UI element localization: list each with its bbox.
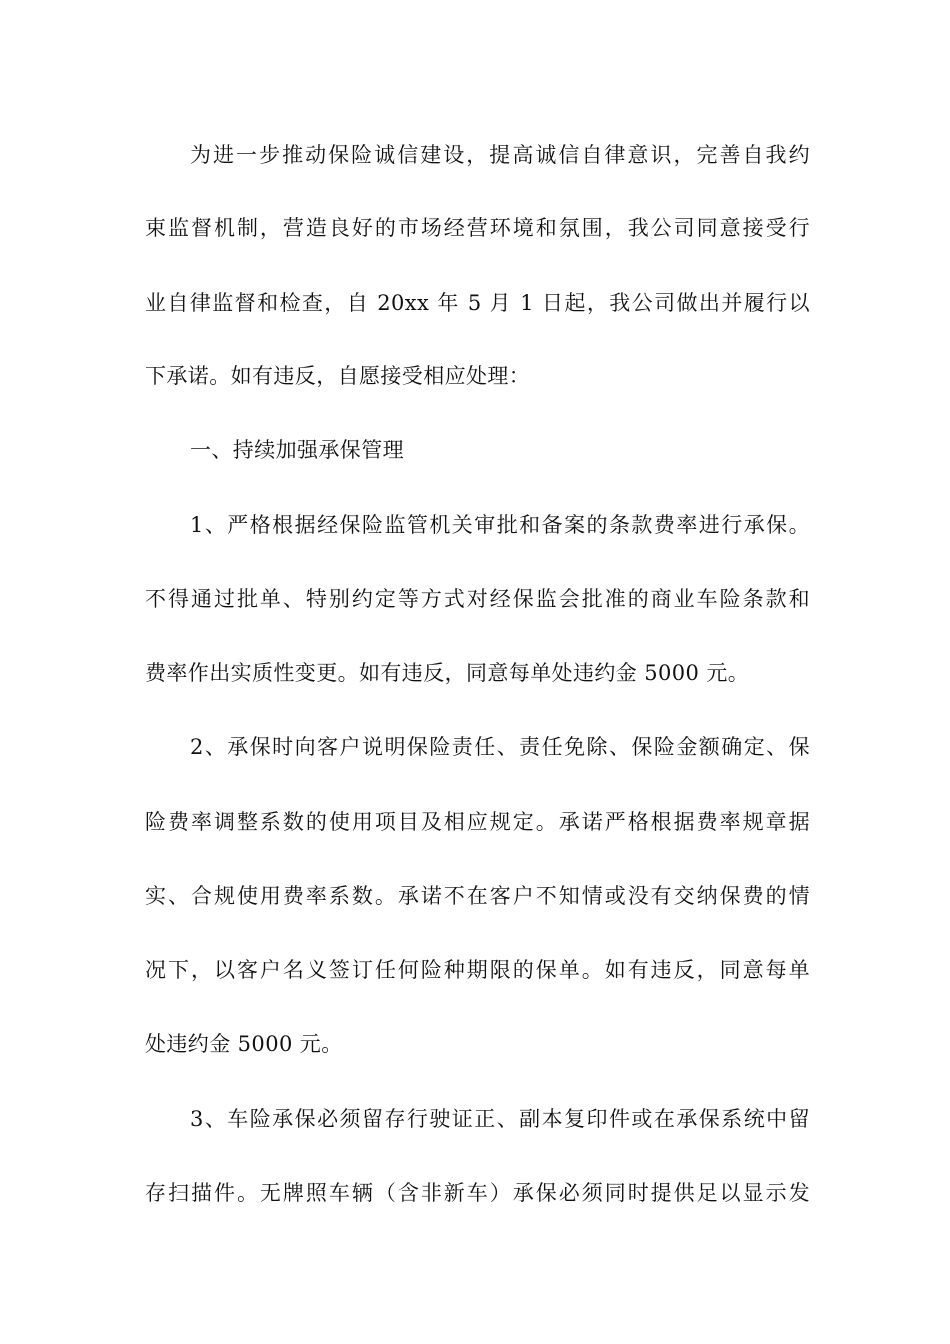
section-heading: 一、持续加强承保管理 <box>190 438 404 462</box>
paragraph-line: 下承诺。如有违反，自愿接受相应处理： <box>145 364 531 388</box>
paragraph-line: 实、合规使用费率系数。承诺不在客户不知情或没有交纳保费的情 <box>145 884 810 908</box>
paragraph-line: 业自律监督和检查，自 20xx 年 5 月 1 日起，我公司做出并履行以 <box>145 291 810 315</box>
paragraph-line: 束监督机制，营造良好的市场经营环境和氛围，我公司同意接受行 <box>145 216 810 240</box>
paragraph-line: 处违约金 5000 元。 <box>145 1032 343 1056</box>
paragraph-line: 2、承保时向客户说明保险责任、责任免除、保险金额确定、保 <box>190 735 810 759</box>
paragraph-line: 1、严格根据经保险监管机关审批和备案的条款费率进行承保。 <box>190 513 810 537</box>
paragraph-line: 费率作出实质性变更。如有违反，同意每单处违约金 5000 元。 <box>145 661 750 685</box>
paragraph-line: 为进一步推动保险诚信建设，提高诚信自律意识，完善自我约 <box>190 143 810 167</box>
paragraph-line: 况下，以客户名义签订任何险种期限的保单。如有违反，同意每单 <box>145 958 810 982</box>
paragraph-line: 3、车险承保必须留存行驶证正、副本复印件或在承保系统中留 <box>190 1107 810 1131</box>
paragraph-line: 存扫描件。无牌照车辆（含非新车）承保必须同时提供足以显示发 <box>145 1181 810 1205</box>
paragraph-line: 不得通过批单、特别约定等方式对经保监会批准的商业车险条款和 <box>145 587 810 611</box>
paragraph-line: 险费率调整系数的使用项目及相应规定。承诺严格根据费率规章据 <box>145 810 810 834</box>
